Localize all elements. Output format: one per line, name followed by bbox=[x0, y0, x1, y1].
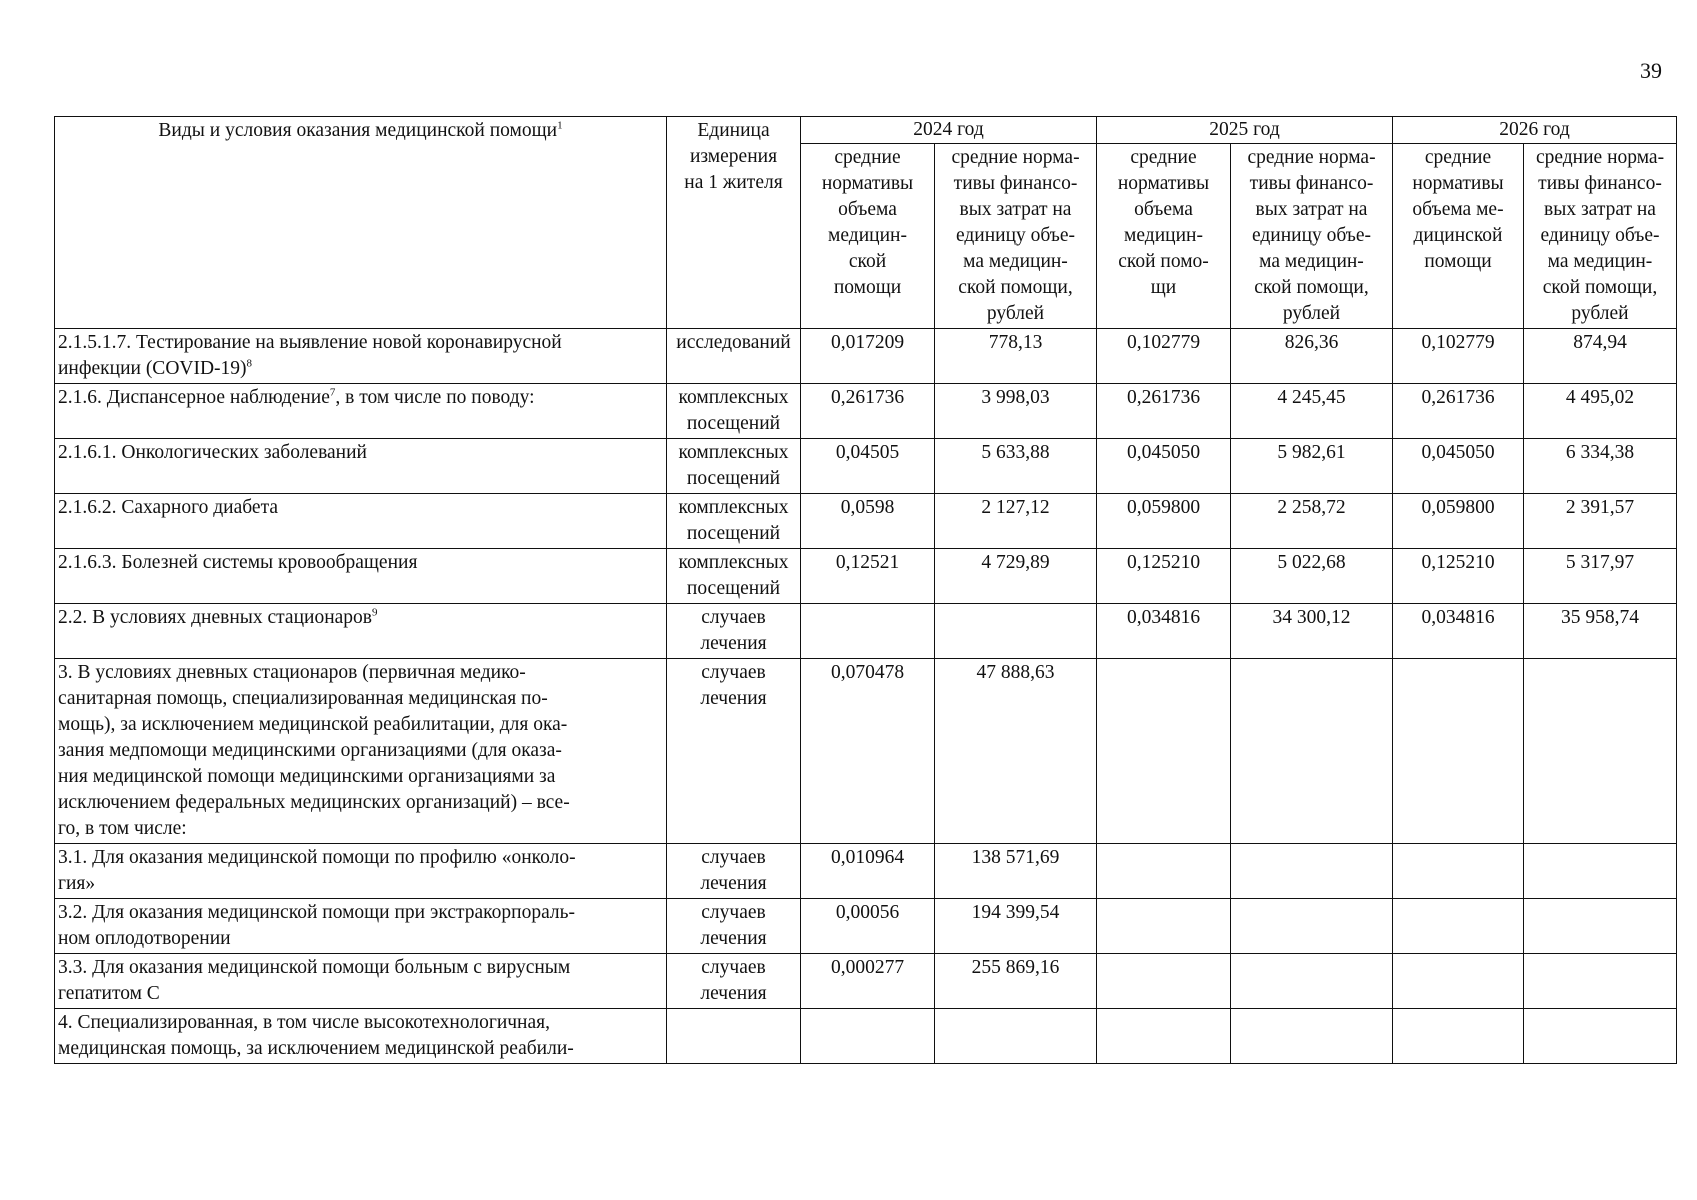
footnote-marker: 8 bbox=[246, 357, 253, 370]
row-care-type-line: 3. В условиях дневных стационаров (первичная медико- bbox=[58, 662, 526, 683]
row-cost-2026: 2 391,57 bbox=[1524, 494, 1677, 549]
row-cost-2025: 826,36 bbox=[1231, 329, 1393, 384]
row-cost-2024: 3 998,03 bbox=[935, 384, 1097, 439]
header-line: нормативы bbox=[1117, 173, 1210, 194]
row-volume-2024: 0,00056 bbox=[801, 899, 935, 954]
row-care-type-line: 2.1.6.1. Онкологических заболеваний bbox=[58, 442, 367, 463]
row-unit-line: исследований bbox=[676, 332, 791, 353]
header-line: единицу объе- bbox=[1251, 225, 1372, 246]
footnote-marker: 9 bbox=[372, 606, 378, 619]
header-line: ма медицин- bbox=[1547, 251, 1653, 272]
header-line: ской помощи, bbox=[958, 277, 1073, 298]
row-volume-2026: 0,102779 bbox=[1393, 329, 1524, 384]
header-unit-line: на 1 жителя bbox=[684, 172, 783, 193]
row-volume-2025 bbox=[1097, 954, 1231, 1009]
header-line: ской помощи, bbox=[1254, 277, 1369, 298]
header-line: единицу объе- bbox=[1540, 225, 1660, 246]
row-cost-2026: 4 495,02 bbox=[1524, 384, 1677, 439]
table-body bbox=[55, 329, 1677, 1064]
row-volume-2024: 0,070478 bbox=[801, 659, 935, 844]
row-cost-2024 bbox=[935, 1009, 1097, 1064]
row-care-type bbox=[55, 1009, 667, 1064]
header-line: ской bbox=[848, 251, 887, 272]
row-unit-line: лечения bbox=[700, 873, 767, 894]
row-unit bbox=[667, 494, 801, 549]
row-volume-2026: 0,059800 bbox=[1393, 494, 1524, 549]
row-care-type-tail: , в том числе по поводу: bbox=[335, 387, 535, 408]
header-line: средние норма- bbox=[951, 147, 1080, 168]
header-line: объема bbox=[838, 199, 897, 220]
header-line: ской помощи, bbox=[1542, 277, 1658, 298]
table-row bbox=[55, 604, 1677, 659]
header-line: помощи bbox=[1424, 251, 1492, 272]
header-volume-2025 bbox=[1097, 144, 1231, 329]
header-line: ской помо- bbox=[1118, 251, 1209, 272]
row-unit bbox=[667, 659, 801, 844]
row-care-type bbox=[55, 549, 667, 604]
row-cost-2025 bbox=[1231, 659, 1393, 844]
row-cost-2025 bbox=[1231, 899, 1393, 954]
row-volume-2026: 0,125210 bbox=[1393, 549, 1524, 604]
row-volume-2024: 0,04505 bbox=[801, 439, 935, 494]
row-care-type bbox=[55, 659, 667, 844]
header-line: средние норма- bbox=[1247, 147, 1376, 168]
row-cost-2024: 47 888,63 bbox=[935, 659, 1097, 844]
row-unit-line: посещений bbox=[686, 578, 781, 599]
row-care-type-line: мощь), за исключением медицинской реабилитации, для ока- bbox=[58, 714, 568, 735]
row-cost-2025 bbox=[1231, 844, 1393, 899]
header-line: вых затрат на bbox=[1255, 199, 1368, 220]
row-care-type bbox=[55, 439, 667, 494]
header-line: медицин- bbox=[1124, 225, 1203, 246]
row-care-type-line: гепатитом С bbox=[58, 983, 160, 1004]
header-volume-2026 bbox=[1393, 144, 1524, 329]
row-care-type-text: инфекции (COVID-19) bbox=[58, 358, 247, 379]
row-cost-2026: 35 958,74 bbox=[1524, 604, 1677, 659]
row-cost-2024: 4 729,89 bbox=[935, 549, 1097, 604]
row-cost-2026: 874,94 bbox=[1524, 329, 1677, 384]
row-unit-line: случаев bbox=[701, 662, 766, 683]
medical-care-norms-table bbox=[54, 116, 1677, 1064]
row-unit-line: случаев bbox=[701, 902, 766, 923]
header-year-2025: 2025 год bbox=[1097, 117, 1393, 144]
row-volume-2024: 0,12521 bbox=[801, 549, 935, 604]
header-line: нормативы bbox=[1412, 173, 1504, 194]
row-care-type bbox=[55, 384, 667, 439]
row-volume-2024: 0,017209 bbox=[801, 329, 935, 384]
row-unit-line: посещений bbox=[686, 413, 781, 434]
header-cost-2025 bbox=[1231, 144, 1393, 329]
row-volume-2024 bbox=[801, 1009, 935, 1064]
row-care-type-line: ния медицинской помощи медицинскими организациями за bbox=[58, 766, 556, 787]
table-row bbox=[55, 899, 1677, 954]
row-cost-2026 bbox=[1524, 1009, 1677, 1064]
header-line: рублей bbox=[1571, 303, 1629, 324]
header-line: средние bbox=[1424, 147, 1492, 168]
row-unit bbox=[667, 384, 801, 439]
row-care-type-line: 3.1. Для оказания медицинской помощи по профилю «онколо- bbox=[58, 847, 576, 868]
header-line: помощи bbox=[833, 277, 902, 298]
row-care-type-line bbox=[58, 385, 663, 411]
row-care-type-line: гия» bbox=[58, 873, 96, 894]
row-care-type-line: санитарная помощь, специализированная медицинская по- bbox=[58, 688, 548, 709]
header-unit-line: измерения bbox=[689, 146, 778, 167]
row-care-type bbox=[55, 494, 667, 549]
table-row bbox=[55, 549, 1677, 604]
row-care-type-line: исключением федеральных медицинских организаций) – все- bbox=[58, 792, 570, 813]
row-cost-2025: 4 245,45 bbox=[1231, 384, 1393, 439]
table-row bbox=[55, 659, 1677, 844]
table-row bbox=[55, 844, 1677, 899]
row-cost-2025 bbox=[1231, 954, 1393, 1009]
header-line: тивы финансо- bbox=[953, 173, 1078, 194]
row-care-type-line: 4. Специализированная, в том числе высокотехнологичная, bbox=[58, 1012, 550, 1033]
row-unit bbox=[667, 439, 801, 494]
row-volume-2025 bbox=[1097, 659, 1231, 844]
row-volume-2026 bbox=[1393, 899, 1524, 954]
row-unit-line: случаев bbox=[701, 847, 766, 868]
row-volume-2024: 0,000277 bbox=[801, 954, 935, 1009]
header-line: единицу объе- bbox=[955, 225, 1076, 246]
row-cost-2025: 34 300,12 bbox=[1231, 604, 1393, 659]
row-volume-2025: 0,125210 bbox=[1097, 549, 1231, 604]
row-cost-2026: 5 317,97 bbox=[1524, 549, 1677, 604]
row-volume-2024: 0,010964 bbox=[801, 844, 935, 899]
header-line: средние bbox=[1130, 147, 1197, 168]
row-volume-2025: 0,261736 bbox=[1097, 384, 1231, 439]
row-cost-2026: 6 334,38 bbox=[1524, 439, 1677, 494]
header-line: тивы финансо- bbox=[1249, 173, 1374, 194]
row-care-type-line: 2.1.6.3. Болезней системы кровообращения bbox=[58, 552, 418, 573]
row-unit-line: случаев bbox=[701, 957, 766, 978]
row-volume-2025: 0,034816 bbox=[1097, 604, 1231, 659]
row-volume-2025 bbox=[1097, 1009, 1231, 1064]
row-cost-2026 bbox=[1524, 659, 1677, 844]
table-row bbox=[55, 329, 1677, 384]
row-unit-line: посещений bbox=[686, 468, 781, 489]
row-volume-2024: 0,261736 bbox=[801, 384, 935, 439]
row-volume-2025: 0,059800 bbox=[1097, 494, 1231, 549]
row-care-type bbox=[55, 844, 667, 899]
row-volume-2024 bbox=[801, 604, 935, 659]
row-cost-2025 bbox=[1231, 1009, 1393, 1064]
row-care-type-line: го, в том числе: bbox=[58, 818, 187, 839]
row-volume-2026: 0,045050 bbox=[1393, 439, 1524, 494]
header-line: нормативы bbox=[821, 173, 914, 194]
row-cost-2026 bbox=[1524, 899, 1677, 954]
header-line: средние bbox=[834, 147, 901, 168]
header-line: вых затрат на bbox=[959, 199, 1072, 220]
row-unit-line: комплексных bbox=[678, 552, 789, 573]
header-line: щи bbox=[1150, 277, 1177, 298]
header-line: ма медицин- bbox=[963, 251, 1068, 272]
row-care-type-line: медицинская помощь, за исключением медицинской реабили- bbox=[58, 1038, 574, 1059]
row-care-type-line: зания медпомощи медицинскими организациями (для оказа- bbox=[58, 740, 562, 761]
row-cost-2024: 255 869,16 bbox=[935, 954, 1097, 1009]
row-unit-line: лечения bbox=[700, 928, 767, 949]
row-cost-2024: 138 571,69 bbox=[935, 844, 1097, 899]
footnote-marker: 1 bbox=[557, 119, 563, 132]
row-volume-2026: 0,261736 bbox=[1393, 384, 1524, 439]
row-unit-line: комплексных bbox=[678, 387, 789, 408]
row-unit bbox=[667, 329, 801, 384]
row-volume-2025: 0,045050 bbox=[1097, 439, 1231, 494]
row-cost-2024: 5 633,88 bbox=[935, 439, 1097, 494]
header-year-2024: 2024 год bbox=[801, 117, 1097, 144]
row-care-type-line: 3.3. Для оказания медицинской помощи больным с вирусным bbox=[58, 957, 571, 978]
row-care-type-text: 2.1.6. Диспансерное наблюдение bbox=[58, 387, 330, 408]
row-cost-2025: 5 982,61 bbox=[1231, 439, 1393, 494]
row-cost-2025: 2 258,72 bbox=[1231, 494, 1393, 549]
header-unit-line: Единица bbox=[697, 120, 770, 141]
row-unit-line: комплексных bbox=[678, 442, 789, 463]
row-care-type-text: 2.2. В условиях дневных стационаров bbox=[58, 607, 372, 628]
header-line: тивы финансо- bbox=[1538, 173, 1662, 194]
footnote-marker: 7 bbox=[329, 386, 336, 399]
row-care-type bbox=[55, 329, 667, 384]
row-volume-2026 bbox=[1393, 954, 1524, 1009]
row-cost-2025: 5 022,68 bbox=[1231, 549, 1393, 604]
row-care-type-line: 2.1.6.2. Сахарного диабета bbox=[58, 497, 279, 518]
row-volume-2025: 0,102779 bbox=[1097, 329, 1231, 384]
header-line: рублей bbox=[986, 303, 1045, 324]
row-unit bbox=[667, 1009, 801, 1064]
header-line: объема ме- bbox=[1412, 199, 1504, 220]
row-volume-2025 bbox=[1097, 899, 1231, 954]
row-unit bbox=[667, 954, 801, 1009]
row-cost-2024 bbox=[935, 604, 1097, 659]
header-line: медицин- bbox=[828, 225, 907, 246]
row-care-type-line: 3.2. Для оказания медицинской помощи при экстракорпораль- bbox=[58, 902, 576, 923]
table-row bbox=[55, 384, 1677, 439]
row-volume-2026 bbox=[1393, 844, 1524, 899]
row-unit bbox=[667, 899, 801, 954]
row-cost-2026 bbox=[1524, 844, 1677, 899]
row-unit-line: случаев bbox=[701, 607, 766, 628]
header-line: объема bbox=[1134, 199, 1193, 220]
row-care-type-line bbox=[58, 356, 663, 382]
header-line: дицинской bbox=[1413, 225, 1503, 246]
header-volume-2024 bbox=[801, 144, 935, 329]
table-row bbox=[55, 494, 1677, 549]
header-care-type bbox=[55, 117, 667, 329]
row-volume-2026: 0,034816 bbox=[1393, 604, 1524, 659]
row-unit-line: лечения bbox=[700, 688, 767, 709]
header-cost-2026 bbox=[1524, 144, 1677, 329]
row-unit-line: комплексных bbox=[678, 497, 789, 518]
row-unit bbox=[667, 604, 801, 659]
row-care-type bbox=[55, 604, 667, 659]
row-volume-2026 bbox=[1393, 659, 1524, 844]
page-number: 39 bbox=[1640, 58, 1662, 83]
row-care-type-line bbox=[58, 605, 663, 631]
header-care-type-label: Виды и условия оказания медицинской помощи bbox=[158, 120, 558, 141]
header-line: вых затрат на bbox=[1544, 199, 1656, 220]
row-cost-2026 bbox=[1524, 954, 1677, 1009]
row-care-type-line: ном оплодотворении bbox=[58, 928, 231, 949]
row-care-type bbox=[55, 899, 667, 954]
header-year-2026: 2026 год bbox=[1393, 117, 1677, 144]
row-care-type-line: 2.1.5.1.7. Тестирование на выявление новой коронавирусной bbox=[58, 332, 562, 353]
row-care-type bbox=[55, 954, 667, 1009]
row-unit-line: лечения bbox=[700, 633, 767, 654]
row-volume-2026 bbox=[1393, 1009, 1524, 1064]
header-cost-2024 bbox=[935, 144, 1097, 329]
row-unit-line: лечения bbox=[700, 983, 767, 1004]
table-row bbox=[55, 1009, 1677, 1064]
row-unit-line: посещений bbox=[686, 523, 781, 544]
row-cost-2024: 2 127,12 bbox=[935, 494, 1097, 549]
row-cost-2024: 194 399,54 bbox=[935, 899, 1097, 954]
row-cost-2024: 778,13 bbox=[935, 329, 1097, 384]
header-line: средние норма- bbox=[1535, 147, 1665, 168]
row-volume-2025 bbox=[1097, 844, 1231, 899]
header-unit bbox=[667, 117, 801, 329]
row-unit bbox=[667, 549, 801, 604]
table-row bbox=[55, 954, 1677, 1009]
header-line: рублей bbox=[1282, 303, 1341, 324]
header-line: ма медицин- bbox=[1259, 251, 1364, 272]
row-unit bbox=[667, 844, 801, 899]
table-row bbox=[55, 439, 1677, 494]
row-volume-2024: 0,0598 bbox=[801, 494, 935, 549]
